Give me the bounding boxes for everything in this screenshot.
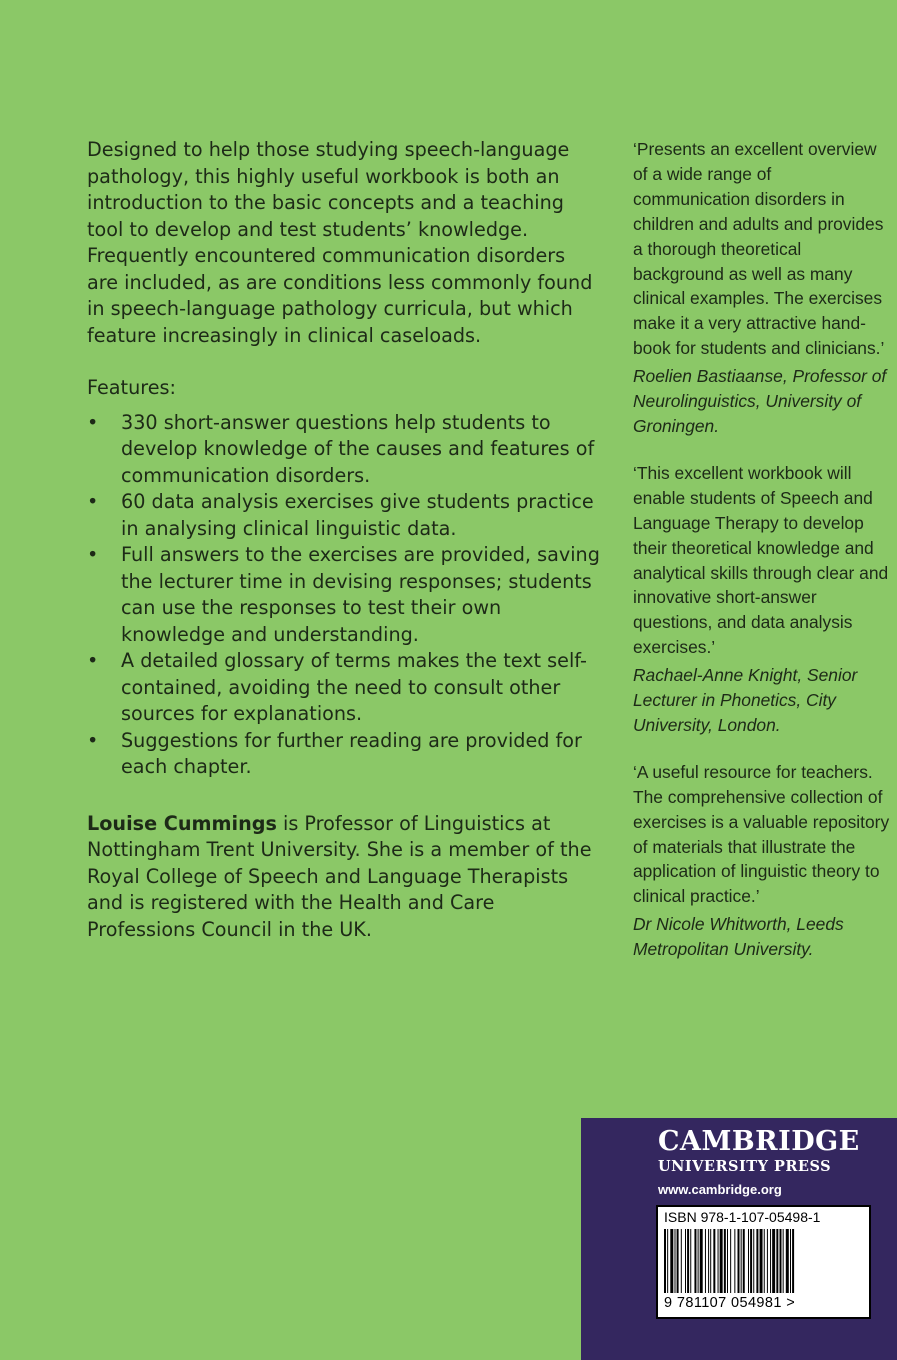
feature-text: Full answers to the exercises are provided, saving the lecturer time in devising responses; students can use the responses to test their own knowledge and understanding. (121, 543, 600, 646)
barcode-bar (783, 1229, 784, 1293)
endorsement (633, 461, 893, 738)
barcode-bar (734, 1229, 735, 1293)
feature-item (87, 648, 602, 728)
barcode-bar (772, 1229, 775, 1293)
intro-paragraph: Designed to help those studying speech-language pathology, this highly useful workbook is both an introduction to the basic concepts and a teaching tool to develop and test students’ knowledge. Frequently encountered communication disorders are included, as are conditions less commonly found in speech-language pathology curricula, but which feature increasingly in clinical caseloads. (87, 138, 593, 347)
endorsements-column (633, 137, 893, 984)
bullet-icon: • (87, 649, 99, 672)
publisher-subtitle: UNIVERSITY PRESS (658, 1158, 832, 1175)
barcode-bar (750, 1229, 752, 1293)
barcode-bar (687, 1229, 689, 1293)
barcode-bar (738, 1229, 740, 1293)
publisher-panel (581, 1118, 897, 1360)
barcode-digits: 9 781107 054981 > (664, 1295, 796, 1311)
barcode-bar (700, 1229, 703, 1293)
barcode-bar (756, 1229, 758, 1293)
barcode-box (656, 1205, 871, 1319)
bullet-icon: • (87, 490, 99, 513)
barcode-bar (710, 1229, 711, 1293)
bullet-icon: • (87, 543, 99, 566)
author-name: Louise Cummings (87, 811, 277, 835)
isbn-label: ISBN 978-1-107-05498-1 (664, 1209, 821, 1225)
barcode-bar (708, 1229, 709, 1293)
feature-text: Suggestions for further reading are provided for each chapter. (121, 728, 582, 778)
barcode-bar (667, 1229, 668, 1293)
feature-text: 330 short-answer questions help students to develop knowledge of the causes and features of communication disorders. (121, 410, 595, 487)
barcode-bar (727, 1229, 728, 1293)
features-heading: Features: (87, 376, 176, 399)
barcode-bar (677, 1229, 679, 1293)
endorsement-source: Dr Nicole Whitworth, Leeds Metropolitan University. (633, 914, 844, 960)
barcode-bar (767, 1229, 768, 1293)
barcode-bar (753, 1229, 754, 1293)
barcode-bar (786, 1229, 789, 1293)
endorsement-quote: ‘Presents an excellent overview of a wide range of communication disorders in children and adults and provides a thorough theoretical background as well as many clinical examples. The exercises make it a very attractive handbook for students and clinicians.’ (633, 139, 885, 359)
barcode-bar (698, 1229, 699, 1293)
feature-item (87, 489, 602, 542)
endorsement-source: Roelien Bastiaanse, Professor of Neurolinguistics, University of Groningen. (633, 366, 887, 436)
barcode-bar (780, 1229, 782, 1293)
endorsement (633, 137, 893, 439)
barcode-bar (664, 1229, 666, 1293)
description-column (87, 137, 602, 943)
endorsement (633, 760, 893, 962)
barcode-bar (718, 1229, 719, 1293)
feature-item (87, 542, 602, 648)
bullet-icon: • (87, 410, 99, 434)
barcode-bar (776, 1229, 778, 1293)
barcode-bar (741, 1229, 742, 1293)
author-bio-text: is Professor of Linguistics at Nottingham Trent University. She is a member of the Royal College of Speech and Language Therapists and is registered with the Health and Care Professions Council in the UK. (87, 811, 592, 941)
barcode-bar (690, 1229, 691, 1293)
endorsement-quote: ‘A useful resource for teachers. The comprehensive collection of exercises is a valuable repository of materials that illustrate the application of linguistic theory to clinical practice.’ (633, 761, 890, 907)
barcode-bar (675, 1229, 676, 1293)
barcode-bar (743, 1229, 745, 1293)
barcode-bar (764, 1229, 765, 1293)
publisher-url: www.cambridge.org (658, 1182, 782, 1197)
bullet-icon: • (87, 728, 99, 752)
barcode-bar (713, 1229, 715, 1293)
barcode-bar (720, 1229, 723, 1293)
feature-text: 60 data analysis exercises give students practice in analysing clinical linguistic data. (121, 490, 594, 540)
endorsement-quote: ‘This excellent workbook will enable students of Speech and Language Therapy to develop their theoretical knowledge and analytical skills through clear and innovative short-answer questions, and data analysis exercises.’ (633, 462, 889, 658)
barcode-icon (662, 1229, 865, 1293)
barcode-bar (681, 1229, 682, 1293)
feature-item (87, 728, 602, 781)
endorsement-source: Rachael-Anne Knight, Senior Lecturer in Phonetics, City University, London. (633, 665, 858, 735)
barcode-bar (670, 1229, 673, 1293)
barcode-bar (790, 1229, 791, 1293)
features-list (87, 410, 602, 781)
barcode-bar (748, 1229, 749, 1293)
author-bio (87, 811, 602, 944)
barcode-bar (724, 1229, 726, 1293)
barcode-bar (705, 1229, 706, 1293)
barcode-bar (694, 1229, 696, 1293)
barcode-bar (770, 1229, 771, 1293)
feature-item (87, 410, 602, 490)
barcode-bar (685, 1229, 686, 1293)
feature-text: A detailed glossary of terms makes the text self-contained, avoiding the need to consult other sources for explanations. (121, 649, 587, 725)
barcode-bar (730, 1229, 731, 1293)
barcode-bar (792, 1229, 794, 1293)
publisher-logo: CAMBRIDGE (658, 1126, 860, 1157)
barcode-bar (760, 1229, 763, 1293)
